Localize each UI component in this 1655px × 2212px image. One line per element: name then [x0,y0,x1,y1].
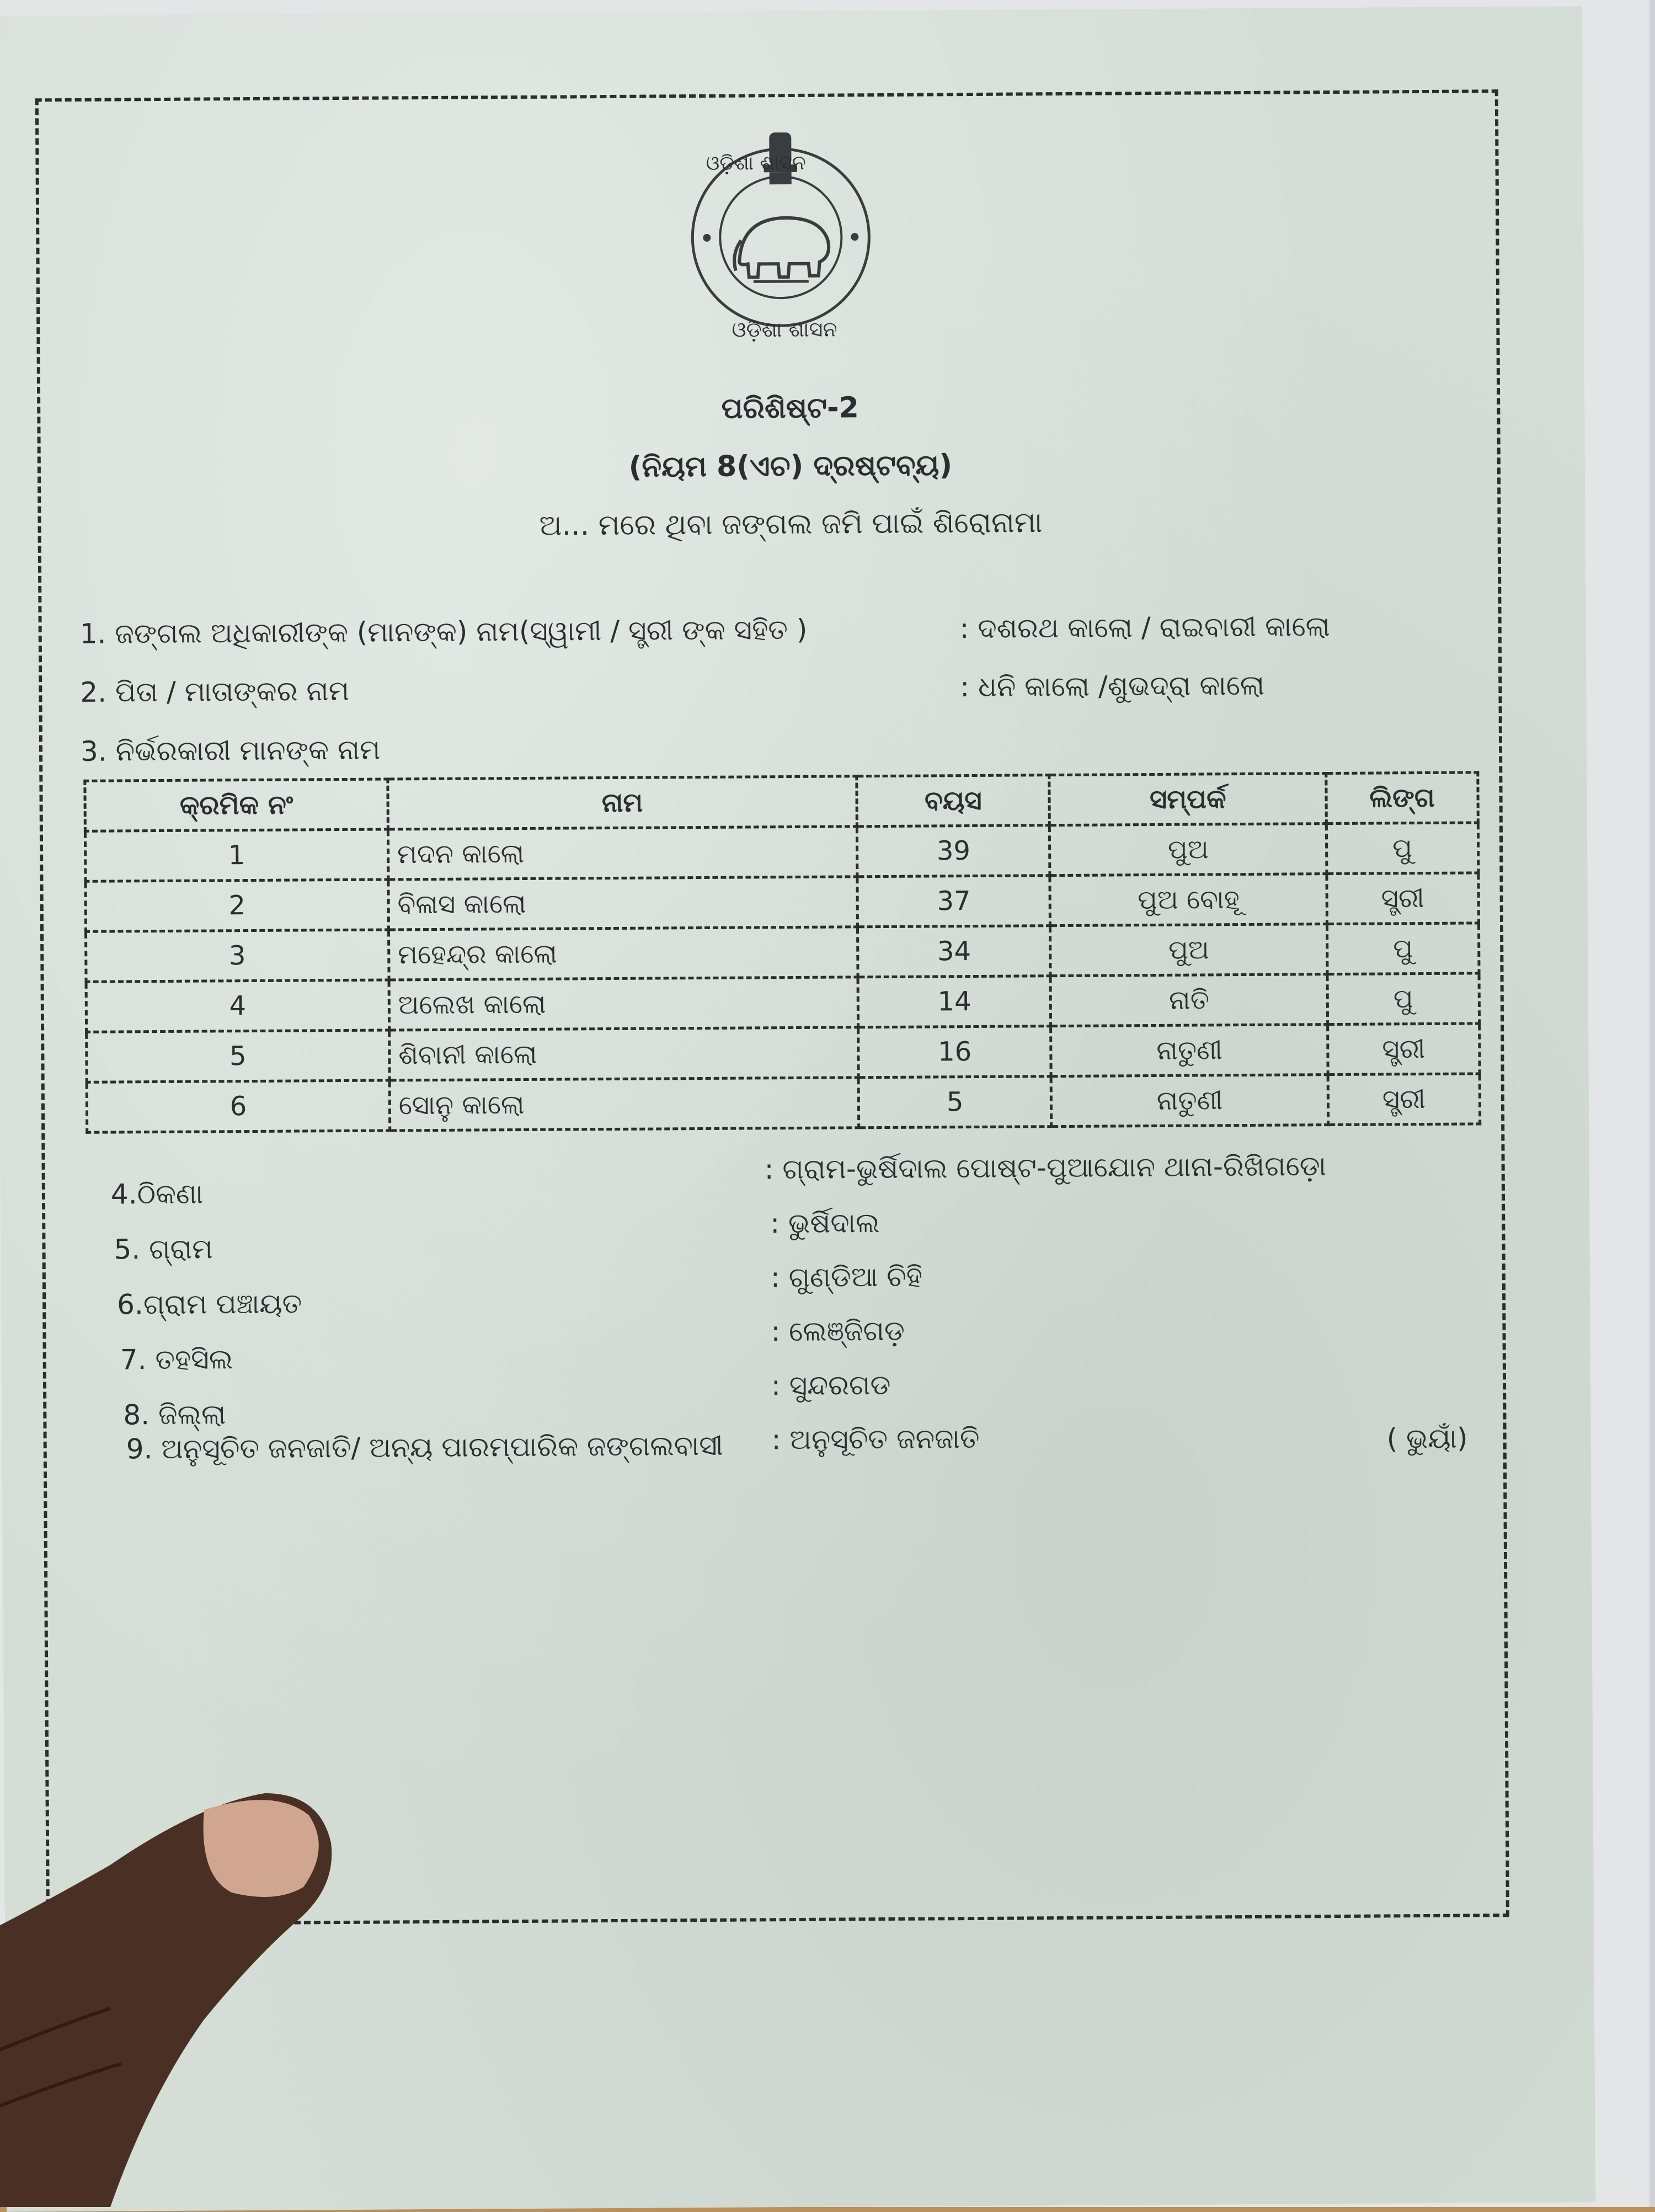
relation-cell: ପୁଅ [1050,824,1327,876]
village-value: : ଭୁର୍ଷିଦାଲ [770,1207,880,1240]
dependents-table [83,771,1481,1133]
table-row [86,873,1479,931]
col-name: ନାମ [388,776,857,829]
address-value: : ଗ୍ରାମ-ଭୁର୍ଷିଦାଲ ପୋଷ୍ଟ-ପୁଆଯୋନ ଥାନା-ରିଖିଗଡ଼ୋ [764,1150,1327,1186]
serial-cell: 6 [87,1080,389,1132]
parents-name-label: 2. ପିତା / ମାତାଙ୍କର ନାମ [80,674,350,708]
tribe-name-note: ( ଭୁୟାଁ) [1386,1422,1468,1455]
emblem-top-text: ଓଡ଼ିଶା ଶାସନ [706,151,806,175]
gram-panchayat-value: : ଗୁଣ୍ଡିଆ ଚିହି [770,1260,923,1294]
name-cell: ଅଲେଖ କାଲୋ [389,977,858,1030]
relation-cell: ପୁଅ [1050,924,1327,976]
serial-cell: 2 [86,880,388,931]
serial-cell: 3 [86,930,389,982]
relation-cell: ନାତି [1050,974,1327,1026]
serial-cell: 5 [87,1030,389,1082]
name-cell: ମଦନ କାଲୋ [388,827,857,880]
gender-cell: ପୁ [1327,923,1479,974]
rule-reference: (ନିୟମ 8(ଏଚ) ଦ୍ରଷ୍ଟବ୍ୟ) [628,449,953,484]
col-age: ବୟସ [857,775,1050,827]
parents-name-value: : ଧନି କାଲୋ /ଶୁଭଦ୍ରା କାଲୋ [960,669,1265,703]
table-row [86,923,1480,982]
col-relation: ସମ୍ପର୍କ [1049,774,1326,825]
age-cell: 14 [858,976,1051,1027]
age-cell: 5 [858,1076,1051,1128]
table-row [85,823,1478,881]
tehsil-label: 7. ତହସିଲ [120,1343,233,1376]
relation-cell: ନାତୁଣୀ [1051,1075,1328,1127]
table-header-row [85,772,1478,831]
name-cell: ବିଳାସ କାଲୋ [388,877,858,930]
age-cell: 16 [858,1026,1051,1078]
col-gender: ଲିଙ୍ଗ [1326,772,1478,824]
table-row [87,1024,1480,1082]
tribe-category-label: 9. ଅନୁସୂଚିତ ଜନଜାତି/ ଅନ୍ୟ ପାରମ୍ପାରିକ ଜଙ୍ଗଲବାସୀ [126,1429,723,1465]
relation-cell: ପୁଅ ବୋହୂ [1050,874,1327,926]
gender-cell: ସ୍ତ୍ରୀ [1328,1024,1480,1075]
tehsil-value: : ଲେଞ୍ଜିଗଡ଼ [771,1314,905,1348]
dependents-label: 3. ନିର୍ଭରକାରୀ ମାନଙ୍କ ନାମ [80,733,381,767]
gender-cell: ସ୍ତ୍ରୀ [1327,873,1479,924]
holder-name-label: 1. ଜଙ୍ଗଲ ଅଧିକାରୀଙ୍କ (ମାନଙ୍କ) ନାମ(ସ୍ୱାମୀ / ସ୍ତ୍ରୀ ଙ୍କ ସହିତ ) [79,613,808,650]
district-label: 8. ଜିଲ୍ଲା [123,1398,226,1431]
table-row [86,973,1480,1032]
name-cell: ସୋନୁ କାଲୋ [389,1078,859,1131]
table-row [87,1074,1480,1132]
holding-thumb [0,1721,353,2207]
serial-cell: 1 [85,829,388,881]
age-cell: 39 [857,825,1050,877]
name-cell: ମହେନ୍ଦ୍ର କାଲୋ [388,927,858,980]
gender-cell: ପୁ [1327,973,1480,1025]
holder-name-value: : ଦଶରଥ କାଲୋ / ରାଇବାରୀ କାଲୋ [959,610,1331,645]
tribe-category-value: : ଅନୁସୂଚିତ ଜନଜାତି [771,1422,980,1456]
address-label: 4.ଠିକଣା [110,1177,204,1211]
age-cell: 34 [858,926,1051,977]
gram-panchayat-label: 6.ଗ୍ରାମ ପଞ୍ଚାୟତ [116,1287,302,1321]
emblem-bottom-text: ଓଡ଼ିଶା ଶାସନ [732,317,837,342]
gender-cell: ପୁ [1326,823,1478,874]
serial-cell: 4 [86,980,389,1032]
name-cell: ଶିବାନୀ କାଲୋ [389,1027,858,1080]
document-title: ଅ... ମରେ ଥିବା ଜଙ୍ଗଲ ଜମି ପାଇଁ ଶିରୋନାମା [539,506,1043,542]
district-value: : ସୁନ୍ଦରଗଡ [771,1368,891,1402]
appendix-title: ପରିଶିଷ୍ଟ-2 [721,391,859,425]
gender-cell: ସ୍ତ୍ରୀ [1328,1074,1480,1125]
relation-cell: ନାତୁଣୀ [1051,1025,1328,1076]
village-label: 5. ଗ୍ରାମ [114,1233,213,1266]
col-serial: କ୍ରମିକ ନଂ [85,779,388,831]
age-cell: 37 [857,876,1050,927]
